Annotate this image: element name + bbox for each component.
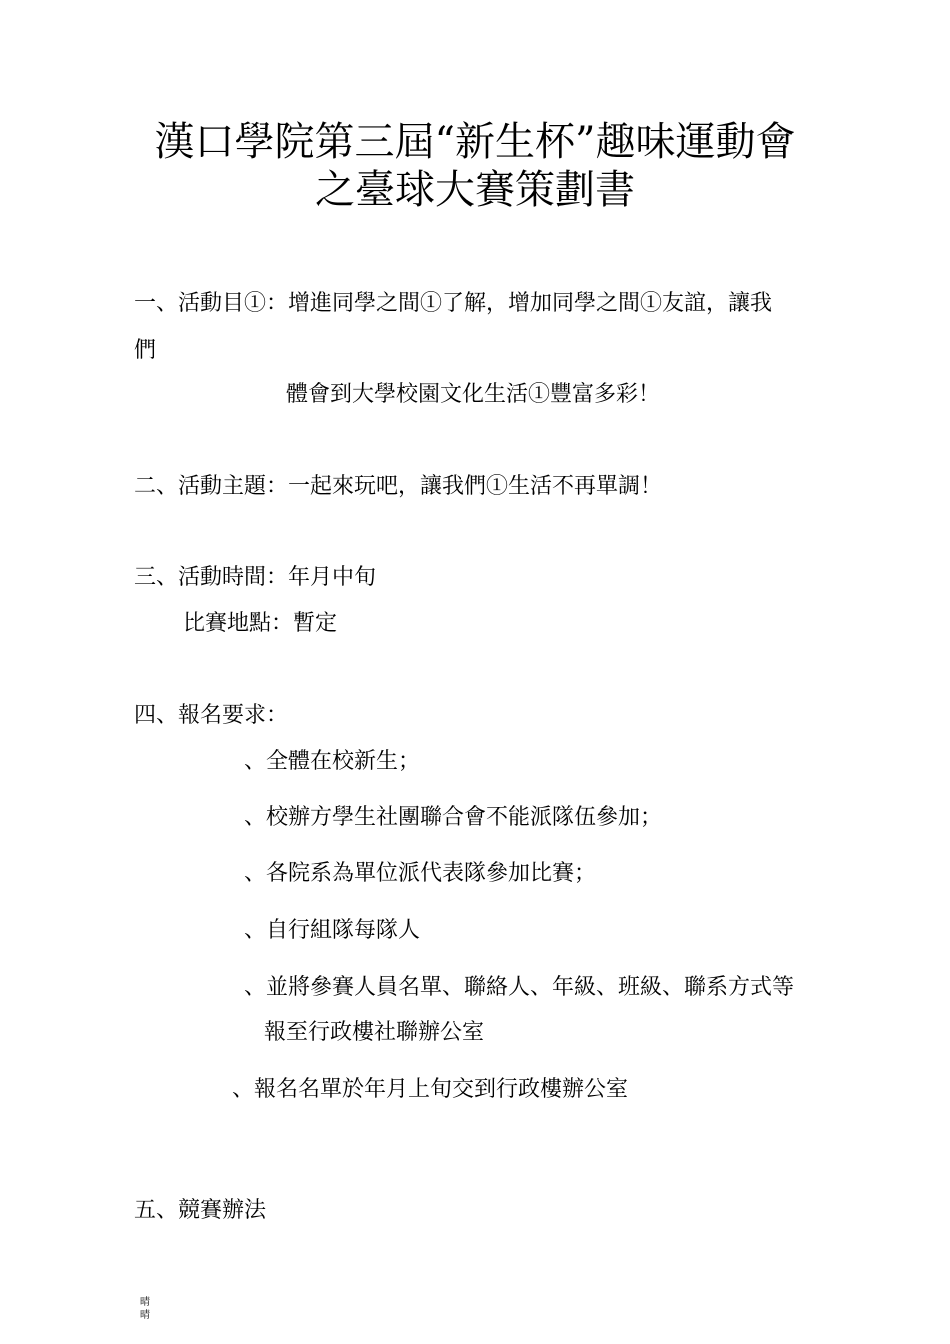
rules-heading: 五、競賽辦法 — [134, 1198, 267, 1223]
registration-item-1: 、全體在校新生； — [244, 749, 421, 774]
venue-line: 比賽地點：暫定 — [183, 611, 338, 636]
document-title-line-2: 之臺球大賽策劃書 — [315, 167, 635, 213]
registration-item-5-continued: 報至行政樓社聯辦公室 — [264, 1020, 485, 1045]
registration-deadline: 、報名名單於年月上旬交到行政樓辦公室 — [232, 1077, 629, 1102]
footer-mark-1: 晴 — [140, 1297, 150, 1308]
time-line: 三、活動時間：年月中旬 — [134, 565, 377, 590]
document-title-line-1: 漢口學院第三屆“新生杯”趣味運動會 — [154, 119, 796, 165]
purpose-line-1: 一、活動目①：增進同學之間①了解，增加同學之間①友誼，讓我 — [134, 291, 773, 316]
theme-line: 二、活動主題：一起來玩吧，讓我們①生活不再單調！ — [134, 474, 663, 499]
footer-mark-2: 晴 — [140, 1310, 150, 1321]
registration-item-4: 、自行組隊每隊人 — [244, 918, 421, 943]
registration-heading: 四、報名要求： — [134, 703, 289, 728]
registration-item-2: 、校辦方學生社團聯合會不能派隊伍參加； — [244, 805, 663, 830]
registration-item-5: 、並將參賽人員名單、聯絡人、年級、班級、聯系方式等 — [244, 975, 795, 1000]
purpose-line-3: 體會到大學校園文化生活①豐富多彩！ — [286, 382, 661, 407]
purpose-line-2: 們 — [134, 338, 157, 363]
registration-item-3: 、各院系為單位派代表隊參加比賽； — [244, 861, 597, 886]
